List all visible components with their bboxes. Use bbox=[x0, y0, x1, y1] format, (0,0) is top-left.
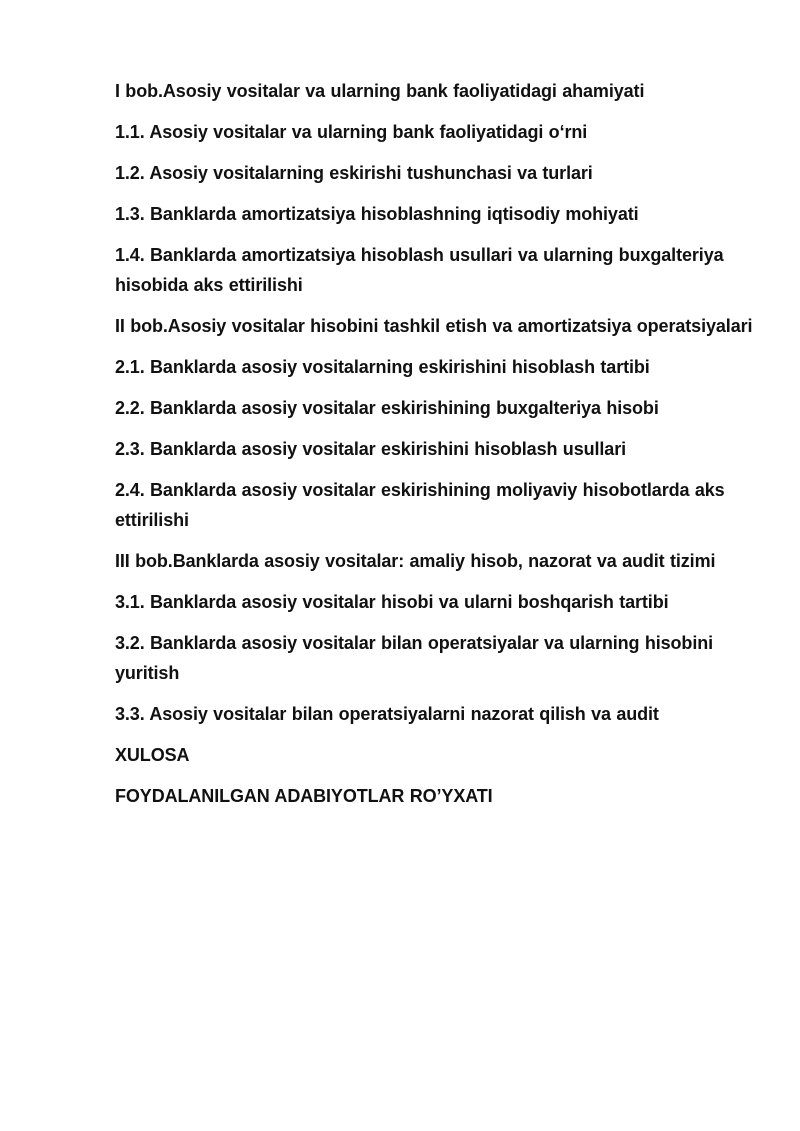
toc-section-3-2: 3.2. Banklarda asosiy vositalar bilan operatsiyalar va ularning hisobini yuritish bbox=[115, 633, 714, 683]
toc-section-2-1: 2.1. Banklarda asosiy vositalarning eskirishini hisoblash tartibi bbox=[115, 357, 650, 377]
table-of-contents bbox=[115, 76, 755, 822]
toc-section-3-3: 3.3. Asosiy vositalar bilan operatsiyalarni nazorat qilish va audit bbox=[115, 704, 659, 724]
toc-section-2-3: 2.3. Banklarda asosiy vositalar eskirishini hisoblash usullari bbox=[115, 439, 627, 459]
toc-section-1-3: 1.3. Banklarda amortizatsiya hisoblashning iqtisodiy mohiyati bbox=[115, 204, 639, 224]
toc-references: FOYDALANILGAN ADABIYOTLAR RO’YXATI bbox=[115, 786, 493, 806]
toc-chapter-2: II bob.Asosiy vositalar hisobini tashkil etish va amortizatsiya operatsiyalari bbox=[115, 316, 753, 336]
toc-conclusion: XULOSA bbox=[115, 745, 190, 765]
toc-chapter-3: III bob.Banklarda asosiy vositalar: amaliy hisob, nazorat va audit tizimi bbox=[115, 551, 716, 571]
toc-section-1-2: 1.2. Asosiy vositalarning eskirishi tushunchasi va turlari bbox=[115, 163, 593, 183]
toc-section-1-4: 1.4. Banklarda amortizatsiya hisoblash usullari va ularning buxgalteriya hisobida aks ettirilishi bbox=[115, 245, 724, 295]
toc-section-2-4: 2.4. Banklarda asosiy vositalar eskirishining moliyaviy hisobotlarda aks ettirilishi bbox=[115, 480, 725, 530]
toc-chapter-1: I bob.Asosiy vositalar va ularning bank faoliyatidagi ahamiyati bbox=[115, 81, 645, 101]
toc-section-1-1: 1.1. Asosiy vositalar va ularning bank faoliyatidagi o‘rni bbox=[115, 122, 588, 142]
toc-section-3-1: 3.1. Banklarda asosiy vositalar hisobi va ularni boshqarish tartibi bbox=[115, 592, 669, 612]
toc-section-2-2: 2.2. Banklarda asosiy vositalar eskirishining buxgalteriya hisobi bbox=[115, 398, 659, 418]
